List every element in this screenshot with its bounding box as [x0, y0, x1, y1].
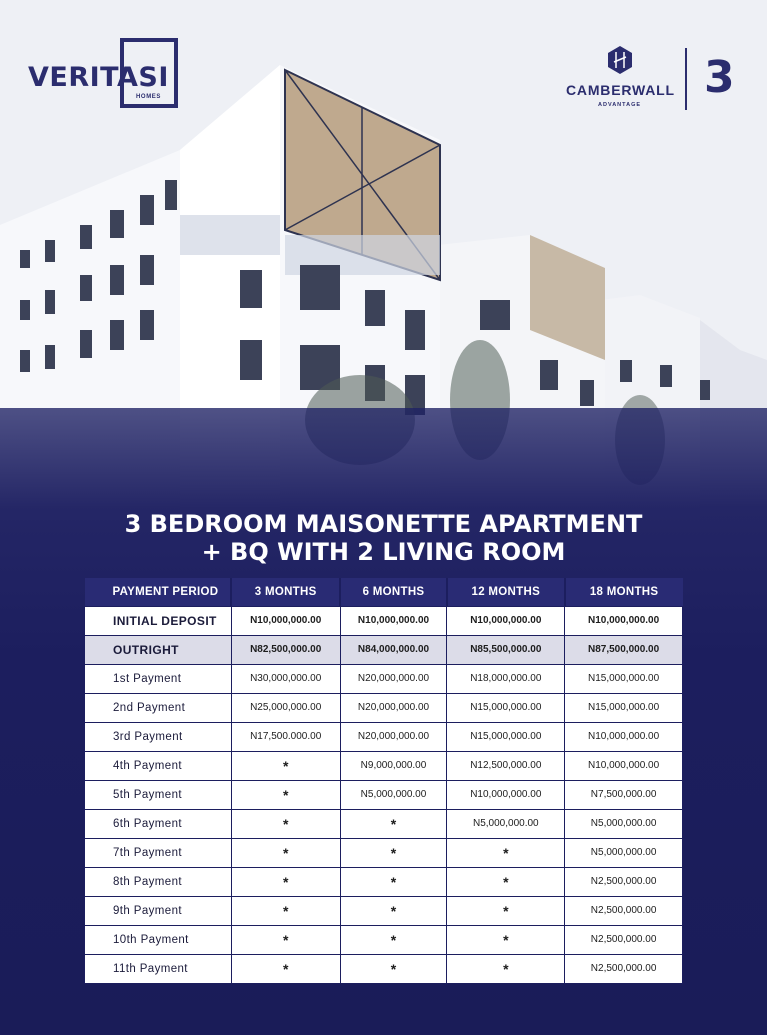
- row-label: OUTRIGHT: [85, 635, 232, 664]
- payment-cell: N84,000,000.00: [340, 635, 447, 664]
- payment-plan-table: [84, 578, 683, 984]
- payment-cell: N10,000,000.00: [340, 606, 447, 635]
- table-row: [85, 954, 683, 983]
- camberwall-sub: ADVANTAGE: [598, 102, 642, 108]
- logo-sub: HOMES: [136, 94, 162, 100]
- table-body: [85, 606, 683, 983]
- payment-cell: *: [340, 925, 447, 954]
- payment-cell: *: [231, 954, 340, 983]
- payment-cell: N2,500,000.00: [565, 867, 683, 896]
- table-row: [85, 780, 683, 809]
- payment-cell: N82,500,000.00: [231, 635, 340, 664]
- payment-cell: N9,000,000.00: [340, 751, 447, 780]
- row-label: 3rd Payment: [85, 722, 232, 751]
- header-6-months: 6 MONTHS: [340, 578, 447, 606]
- title-line-2: + BQ WITH 2 LIVING ROOM: [201, 538, 566, 566]
- payment-cell: *: [340, 838, 447, 867]
- payment-cell: *: [447, 954, 565, 983]
- payment-cell: N5,000,000.00: [565, 838, 683, 867]
- camberwall-name: CAMBERWALL: [566, 82, 675, 98]
- payment-cell: N5,000,000.00: [340, 780, 447, 809]
- payment-cell: N10,000,000.00: [447, 606, 565, 635]
- table-row: [85, 722, 683, 751]
- row-label: 10th Payment: [85, 925, 232, 954]
- phase-number: 3: [704, 52, 735, 103]
- payment-cell: *: [340, 867, 447, 896]
- flyer-title: [0, 510, 767, 566]
- payment-cell: N10,000,000.00: [565, 606, 683, 635]
- table-row: [85, 606, 683, 635]
- payment-cell: *: [231, 925, 340, 954]
- payment-cell: *: [447, 838, 565, 867]
- payment-cell: N5,000,000.00: [565, 809, 683, 838]
- payment-cell: N7,500,000.00: [565, 780, 683, 809]
- logo-word: VERITASI: [28, 62, 169, 93]
- payment-cell: *: [447, 867, 565, 896]
- row-label: 7th Payment: [85, 838, 232, 867]
- payment-cell: *: [231, 867, 340, 896]
- payment-cell: N2,500,000.00: [565, 954, 683, 983]
- payment-cell: N2,500,000.00: [565, 896, 683, 925]
- payment-cell: N15,000,000.00: [447, 722, 565, 751]
- header-3-months: 3 MONTHS: [231, 578, 340, 606]
- payment-cell: *: [231, 751, 340, 780]
- table-row: [85, 809, 683, 838]
- table-row: [85, 896, 683, 925]
- veritasi-homes-logo: [28, 38, 188, 110]
- payment-cell: *: [447, 896, 565, 925]
- header-payment-period: PAYMENT PERIOD: [85, 578, 232, 606]
- header-18-months: 18 MONTHS: [565, 578, 683, 606]
- payment-cell: N20,000,000.00: [340, 693, 447, 722]
- row-label: INITIAL DEPOSIT: [85, 606, 232, 635]
- payment-cell: N5,000,000.00: [447, 809, 565, 838]
- camberwall-advantage-logo: [560, 46, 740, 112]
- title-line-1: 3 BEDROOM MAISONETTE APARTMENT: [124, 510, 643, 538]
- payment-cell: N10,000,000.00: [565, 722, 683, 751]
- table-row: [85, 838, 683, 867]
- logo-divider: [685, 48, 687, 110]
- camberwall-hexagon-icon: [608, 46, 632, 74]
- row-label: 11th Payment: [85, 954, 232, 983]
- row-label: 4th Payment: [85, 751, 232, 780]
- payment-cell: *: [447, 925, 565, 954]
- payment-cell: *: [231, 780, 340, 809]
- table-row: [85, 693, 683, 722]
- row-label: 8th Payment: [85, 867, 232, 896]
- payment-cell: N17,500.000.00: [231, 722, 340, 751]
- payment-cell: N85,500,000.00: [447, 635, 565, 664]
- payment-cell: N15,000,000.00: [565, 664, 683, 693]
- table-row: [85, 635, 683, 664]
- table-row: [85, 925, 683, 954]
- payment-cell: N15,000,000.00: [447, 693, 565, 722]
- row-label: 5th Payment: [85, 780, 232, 809]
- payment-cell: N10,000,000.00: [565, 751, 683, 780]
- payment-cell: *: [340, 809, 447, 838]
- payment-cell: *: [231, 838, 340, 867]
- table-row: [85, 664, 683, 693]
- row-label: 6th Payment: [85, 809, 232, 838]
- payment-cell: N12,500,000.00: [447, 751, 565, 780]
- payment-cell: *: [340, 954, 447, 983]
- row-label: 1st Payment: [85, 664, 232, 693]
- header-12-months: 12 MONTHS: [447, 578, 565, 606]
- payment-cell: N10,000,000.00: [231, 606, 340, 635]
- payment-cell: N20,000,000.00: [340, 722, 447, 751]
- payment-cell: N87,500,000.00: [565, 635, 683, 664]
- table-row: [85, 867, 683, 896]
- table-row: [85, 751, 683, 780]
- payment-cell: *: [340, 896, 447, 925]
- payment-cell: N10,000,000.00: [447, 780, 565, 809]
- payment-cell: N2,500,000.00: [565, 925, 683, 954]
- table-header-row: [85, 578, 683, 606]
- payment-cell: *: [231, 896, 340, 925]
- row-label: 2nd Payment: [85, 693, 232, 722]
- payment-cell: N18,000,000.00: [447, 664, 565, 693]
- payment-cell: *: [231, 809, 340, 838]
- payment-cell: N25,000,000.00: [231, 693, 340, 722]
- payment-cell: N15,000,000.00: [565, 693, 683, 722]
- payment-cell: N20,000,000.00: [340, 664, 447, 693]
- row-label: 9th Payment: [85, 896, 232, 925]
- payment-cell: N30,000,000.00: [231, 664, 340, 693]
- logo-frame-bottom: [120, 104, 178, 108]
